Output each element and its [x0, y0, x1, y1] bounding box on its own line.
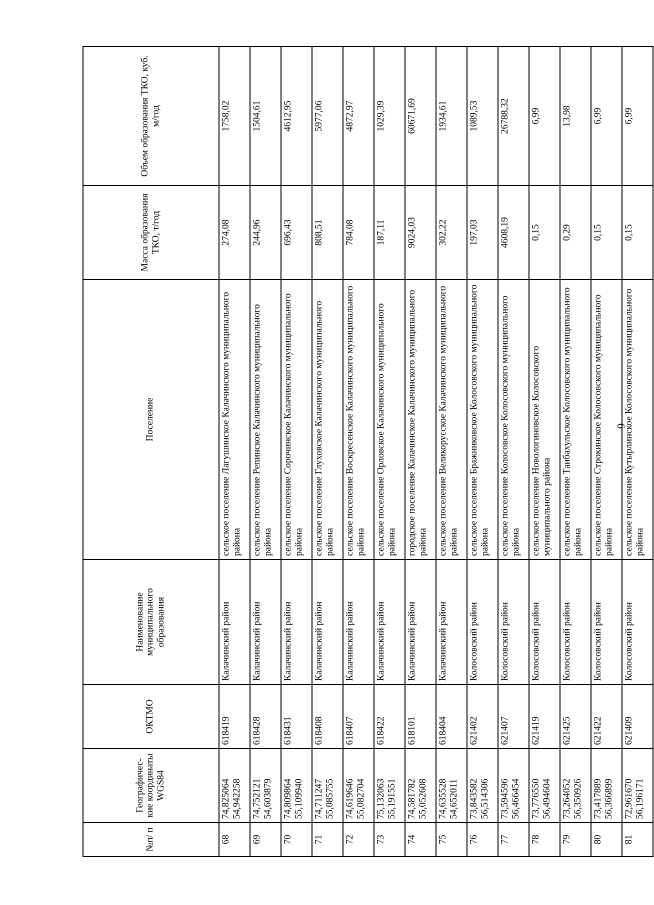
row-num-cell: 76 [467, 823, 498, 857]
row-num-cell: 73 [374, 823, 405, 857]
row-coords-cell [591, 749, 622, 823]
row-volume-cell: 4872,97 [343, 47, 374, 186]
table-row [405, 47, 436, 857]
row-oktmo-cell: 618431 [281, 685, 312, 749]
row-municipality-cell: Калачинский район [219, 560, 250, 685]
longitude: 54,603879 [263, 778, 274, 819]
row-oktmo-cell: 618428 [250, 685, 281, 749]
row-mass-cell: 4608,19 [498, 186, 529, 280]
row-num-cell: 78 [529, 823, 560, 857]
page-number: 6 [614, 423, 627, 429]
row-municipality-cell: Калачинский район [405, 560, 436, 685]
row-oktmo-cell: 621425 [560, 685, 591, 749]
row-municipality-cell: Колосовский район [591, 560, 622, 685]
waste-table [83, 46, 654, 857]
row-settlement-cell: городское поселение Калачинское Калачинского муниципального района [405, 280, 436, 560]
row-settlement-cell: сельское поселение Воскресенское Калачинского муниципального района [343, 280, 374, 560]
row-settlement-cell: сельское поселение Строкинское Колосовского муниципального района [591, 280, 622, 560]
row-coords-cell [405, 749, 436, 823]
row-oktmo-cell: 618408 [312, 685, 343, 749]
row-volume-cell: 6,99 [591, 47, 622, 186]
row-coords-cell [374, 749, 405, 823]
table-row [436, 47, 467, 857]
header-mass: Масса образования ТКО, т/год [83, 186, 219, 280]
row-coords-cell [281, 749, 312, 823]
row-oktmo-cell: 621422 [591, 685, 622, 749]
row-volume-cell: 26788,32 [498, 47, 529, 186]
row-municipality-cell: Калачинский район [281, 560, 312, 685]
row-volume-cell: 1504,61 [250, 47, 281, 186]
row-oktmo-cell: 621419 [529, 685, 560, 749]
table-row [219, 47, 250, 857]
row-mass-cell: 0,29 [560, 186, 591, 280]
row-num-cell: 72 [343, 823, 374, 857]
row-settlement-cell: сельское поселение Великорусское Калачинского муниципального района [436, 280, 467, 560]
longitude: 55,082704 [356, 778, 367, 819]
row-municipality-cell: Колосовский район [498, 560, 529, 685]
longitude: 55,052608 [418, 778, 429, 819]
row-municipality-cell: Калачинский район [343, 560, 374, 685]
table-row [343, 47, 374, 857]
row-num-cell: 68 [219, 823, 250, 857]
row-volume-cell: 1029,39 [374, 47, 405, 186]
latitude: 73,264052 [562, 778, 573, 819]
header-municipality: Наименование муниципального образования [83, 560, 219, 685]
table-row [250, 47, 281, 857]
row-settlement-cell: сельское поселение Репинское Калачинского муниципального района [250, 280, 281, 560]
row-num-cell: 69 [250, 823, 281, 857]
row-coords-cell [498, 749, 529, 823]
row-municipality-cell: Колосовский район [622, 560, 653, 685]
header-volume: Объем образования ТКО, куб. м/год [83, 47, 219, 186]
row-mass-cell: 0,15 [622, 186, 653, 280]
table-row [622, 47, 653, 857]
row-num-cell: 70 [281, 823, 312, 857]
row-municipality-cell: Калачинский район [250, 560, 281, 685]
longitude: 56,514306 [480, 778, 491, 819]
row-municipality-cell: Колосовский район [529, 560, 560, 685]
header-num: №п/ п [83, 823, 219, 857]
row-num-cell: 71 [312, 823, 343, 857]
table-row [560, 47, 591, 857]
row-volume-cell: 60671,69 [405, 47, 436, 186]
table-row [312, 47, 343, 857]
row-mass-cell: 302,22 [436, 186, 467, 280]
longitude: 54,652011 [449, 778, 460, 819]
header-coords: Географичес- кие координаты WGS84 [83, 749, 219, 823]
longitude: 55,191551 [387, 778, 398, 819]
row-mass-cell: 197,03 [467, 186, 498, 280]
row-settlement-cell: сельское поселение Сорочинское Калачинского муниципального района [281, 280, 312, 560]
latitude: 74,752121 [252, 778, 263, 819]
row-coords-cell [219, 749, 250, 823]
latitude: 73,776550 [531, 778, 542, 819]
latitude: 73,843582 [469, 778, 480, 819]
row-municipality-cell: Колосовский район [560, 560, 591, 685]
row-oktmo-cell: 618422 [374, 685, 405, 749]
row-municipality-cell: Калачинский район [436, 560, 467, 685]
row-num-cell: 80 [591, 823, 622, 857]
row-mass-cell: 9024,03 [405, 186, 436, 280]
row-num-cell: 74 [405, 823, 436, 857]
row-num-cell: 81 [622, 823, 653, 857]
row-volume-cell: 6,99 [622, 47, 653, 186]
row-mass-cell: 696,43 [281, 186, 312, 280]
row-coords-cell [529, 749, 560, 823]
row-coords-cell [560, 749, 591, 823]
row-municipality-cell: Калачинский район [312, 560, 343, 685]
latitude: 74,809864 [283, 778, 294, 819]
row-mass-cell: 784,08 [343, 186, 374, 280]
row-settlement-cell: сельское поселение Таибахульское Колосовского муниципального района [560, 280, 591, 560]
longitude: 56,350926 [573, 778, 584, 819]
row-coords-cell [343, 749, 374, 823]
row-settlement-cell: сельское поселение Орловское Калачинского муниципального района [374, 280, 405, 560]
row-volume-cell: 1934,61 [436, 47, 467, 186]
row-volume-cell: 6,99 [529, 47, 560, 186]
latitude: 73,417889 [593, 778, 604, 819]
row-mass-cell: 274,08 [219, 186, 250, 280]
row-coords-cell [622, 749, 653, 823]
row-settlement-cell: сельское поселение Колосовское Колосовского муниципального района [498, 280, 529, 560]
longitude: 55,109940 [294, 778, 305, 819]
row-municipality-cell: Калачинский район [374, 560, 405, 685]
latitude: 72,961670 [624, 778, 635, 819]
row-num-cell: 75 [436, 823, 467, 857]
longitude: 56,366899 [604, 778, 615, 819]
row-oktmo-cell: 621409 [622, 685, 653, 749]
row-mass-cell: 0,15 [591, 186, 622, 280]
latitude: 74,619646 [345, 778, 356, 819]
row-mass-cell: 808,51 [312, 186, 343, 280]
row-volume-cell: 13,98 [560, 47, 591, 186]
longitude: 56,196171 [635, 778, 646, 819]
row-volume-cell: 1089,53 [467, 47, 498, 186]
row-oktmo-cell: 618404 [436, 685, 467, 749]
row-settlement-cell: сельское поселение Кутырлинское Колосовского муниципального района [622, 280, 653, 560]
row-mass-cell: 244,96 [250, 186, 281, 280]
latitude: 74,711247 [314, 778, 325, 819]
row-oktmo-cell: 618419 [219, 685, 250, 749]
longitude: 55,085755 [325, 778, 336, 819]
table-row [374, 47, 405, 857]
row-volume-cell: 4612,95 [281, 47, 312, 186]
header-oktmo: ОКТМО [83, 685, 219, 749]
row-settlement-cell: сельское поселение Бражниковское Колосовского муниципального района [467, 280, 498, 560]
row-oktmo-cell: 618407 [343, 685, 374, 749]
longitude: 56,466454 [511, 778, 522, 819]
row-coords-cell [436, 749, 467, 823]
row-volume-cell: 5977,06 [312, 47, 343, 186]
row-coords-cell [250, 749, 281, 823]
table-row [281, 47, 312, 857]
row-num-cell: 79 [560, 823, 591, 857]
table-row [498, 47, 529, 857]
latitude: 74,635528 [438, 778, 449, 819]
row-coords-cell [467, 749, 498, 823]
row-settlement-cell: сельское поселение Лагушинское Калачинского муниципального района [219, 280, 250, 560]
row-volume-cell: 1758,02 [219, 47, 250, 186]
table-header-row [83, 47, 219, 857]
row-municipality-cell: Колосовский район [467, 560, 498, 685]
row-oktmo-cell: 621407 [498, 685, 529, 749]
longitude: 56,494604 [542, 778, 553, 819]
latitude: 73,594596 [500, 778, 511, 819]
row-settlement-cell: сельское поселение Новологиновское Колосовского муниципального района [529, 280, 560, 560]
table-row [591, 47, 622, 857]
row-oktmo-cell: 621402 [467, 685, 498, 749]
latitude: 74,581782 [407, 778, 418, 819]
row-settlement-cell: сельское поселение Глуховское Калачинского муниципального района [312, 280, 343, 560]
longitude: 54,942258 [232, 778, 243, 819]
row-oktmo-cell: 618101 [405, 685, 436, 749]
row-coords-cell [312, 749, 343, 823]
row-mass-cell: 187,11 [374, 186, 405, 280]
rotated-table-container [83, 47, 646, 857]
table-row [529, 47, 560, 857]
header-settlement: Поселение [83, 280, 219, 560]
latitude: 75,132063 [376, 778, 387, 819]
latitude: 74,825064 [221, 778, 232, 819]
table-row [467, 47, 498, 857]
row-mass-cell: 0,15 [529, 186, 560, 280]
row-num-cell: 77 [498, 823, 529, 857]
